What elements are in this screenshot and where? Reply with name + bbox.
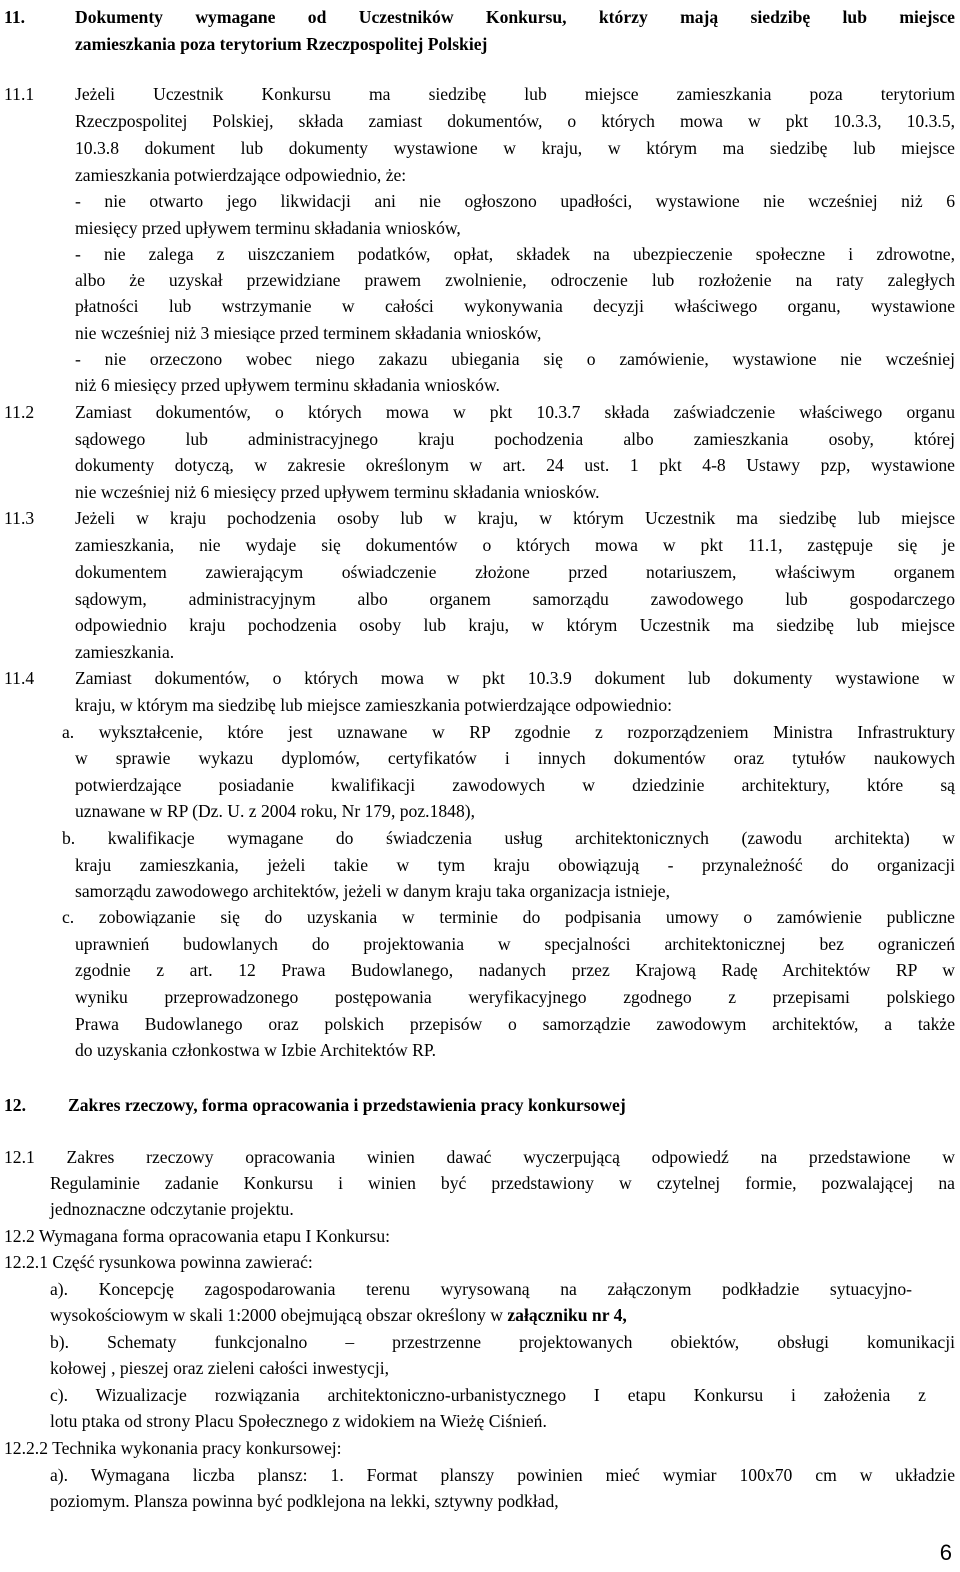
text-line <box>75 1037 436 1064</box>
text-line <box>75 798 475 825</box>
text-line <box>75 772 955 799</box>
text-line <box>50 1302 627 1329</box>
line-text: w sprawie wykazu dyplomów, certyfikatów i innych dokumentów oraz tytułów naukowych <box>75 748 955 768</box>
line-text: a). Wymagana liczba plansz: 1. Format planszy powinien mieć wymiar 100x70 cm w układzie <box>50 1465 955 1485</box>
text-line <box>75 984 955 1011</box>
text-line <box>75 452 955 479</box>
line-text: 12.2 Wymagana forma opracowania etapu I Konkursu: <box>4 1226 391 1246</box>
line-text: b. kwalifikacje wymagane do świadczenia usług architektonicznych (zawodu architekta) w <box>62 828 955 848</box>
section-number: 11.1 <box>4 84 35 104</box>
line-text: zamieszkania potwierdzające odpowiednio, że: <box>75 165 407 185</box>
text-line <box>75 162 406 189</box>
line-text: Dokumenty wymagane od Uczestników Konkursu, którzy mają siedzibę lub miejsce <box>75 7 955 27</box>
text-line <box>75 665 955 692</box>
line-text: kraju zamieszkania, jeżeli takie w tym kraju obowiązują - przynależność do organizacji <box>75 855 955 875</box>
line-text: Jeżeli w kraju pochodzenia osoby lub w kraju, w którym Uczestnik ma siedzibę lub miejsce <box>75 508 955 528</box>
text-line <box>75 81 955 108</box>
line-text: a. wykształcenie, które jest uznawane w RP zgodnie z rozporządzeniem Ministra Infrastruktury <box>62 722 955 742</box>
text-line <box>50 1355 389 1382</box>
text-line <box>50 1462 955 1489</box>
section-heading-line <box>75 4 955 31</box>
line-text: zamieszkania poza terytorium Rzeczpospolitej Polskiej <box>75 34 488 54</box>
text-line <box>75 745 955 772</box>
line-text: - nie zalega z uiszczaniem podatków, opłat, składek na ubezpieczenie społeczne i zdrowotne, <box>75 244 955 264</box>
text-line <box>50 1408 547 1435</box>
text-line <box>75 1011 955 1038</box>
line-text: c). Wizualizacje rozwiązania architektoniczno-urbanistycznego I etapu Konkursu i założenia z <box>50 1385 926 1405</box>
bold-reference: załączniku nr 4, <box>507 1305 627 1325</box>
text-line <box>50 1329 955 1356</box>
line-text: Prawa Budowlanego oraz polskich przepisów o samorządzie zawodowym architektów, a także <box>75 1014 955 1034</box>
text-line <box>4 1435 342 1462</box>
line-text: sądowym, administracyjnym albo organem samorządu zawodowego lub gospodarczego <box>75 589 955 609</box>
line-text: jednoznaczne odczytanie projektu. <box>50 1199 294 1219</box>
section-number: 12. <box>4 1095 26 1115</box>
text-line <box>75 612 955 639</box>
text-line <box>75 931 955 958</box>
line-text: b). Schematy funkcjonalno – przestrzenne projektowanych obiektów, obsługi komunikacji <box>50 1332 955 1352</box>
text-line <box>50 1196 294 1223</box>
line-text: wysokościowym w skali 1:2000 obejmującą obszar określony w <box>50 1305 503 1325</box>
section-number: 11.4 <box>4 668 35 688</box>
text-line <box>75 505 955 532</box>
text-line <box>4 1223 390 1250</box>
line-text: kołowej , pieszej oraz zieleni całości inwestycji, <box>50 1358 390 1378</box>
line-text: 10.3.8 dokument lub dokumenty wystawione w kraju, w którym ma siedzibę lub miejsce <box>75 138 955 158</box>
text-line <box>50 1276 912 1303</box>
text-line <box>75 586 955 613</box>
line-text: a). Koncepcję zagospodarowania terenu wyrysowaną na załączonym podkładzie sytuacyjno- <box>50 1279 912 1299</box>
line-text: zamieszkania. <box>75 642 175 662</box>
text-line <box>75 532 955 559</box>
text-line <box>75 692 672 719</box>
text-line <box>75 241 955 268</box>
line-text: odpowiednio kraju pochodzenia osoby lub kraju, w którym Uczestnik ma siedzibę lub miejsce <box>75 615 955 635</box>
line-text: Jeżeli Uczestnik Konkursu ma siedzibę lub miejsce zamieszkania poza terytorium <box>75 84 955 104</box>
text-line <box>75 426 955 453</box>
line-text: Zamiast dokumentów, o których mowa w pkt 10.3.7 składa zaświadczenie właściwego organu <box>75 402 955 422</box>
text-line <box>75 957 955 984</box>
section-number: 11.3 <box>4 508 35 528</box>
line-text: Zamiast dokumentów, o których mowa w pkt 10.3.9 dokument lub dokumenty wystawione w <box>75 668 955 688</box>
text-line <box>75 188 955 215</box>
line-text: lotu ptaka od strony Placu Społecznego z widokiem na Wieżę Ciśnień. <box>50 1411 547 1431</box>
text-line <box>75 559 955 586</box>
section-number: 11.2 <box>4 402 35 422</box>
text-line <box>75 852 955 879</box>
text-line <box>75 399 955 426</box>
line-text: 12.1 Zakres rzeczowy opracowania winien dawać wyczerpującą odpowiedź na przedstawione w <box>4 1147 955 1167</box>
section-heading-line <box>75 31 487 58</box>
line-text: miesięcy przed upływem terminu składania wniosków, <box>75 218 461 238</box>
line-text: nie wcześniej niż 6 miesięcy przed upływem terminu składania wniosków. <box>75 482 600 502</box>
line-text: 12.2.1 Część rysunkowa powinna zawierać: <box>4 1252 313 1272</box>
line-text: nie wcześniej niż 3 miesiące przed terminem składania wniosków, <box>75 323 542 343</box>
line-text: - nie orzeczono wobec niego zakazu ubiegania się o zamówienie, wystawione nie wcześniej <box>75 349 955 369</box>
line-text: uznawane w RP (Dz. U. z 2004 roku, Nr 179, poz.1848), <box>75 801 476 821</box>
text-line <box>62 719 955 746</box>
line-text: do uzyskania członkostwa w Izbie Architektów RP. <box>75 1040 437 1060</box>
text-line <box>75 267 955 294</box>
text-line <box>4 1249 313 1276</box>
text-line <box>75 293 955 320</box>
text-line <box>50 1382 926 1409</box>
text-line <box>75 479 600 506</box>
text-line <box>75 372 500 399</box>
line-text: kraju, w którym ma siedzibę lub miejsce zamieszkania potwierdzające odpowiednio: <box>75 695 673 715</box>
text-line <box>62 825 955 852</box>
section-heading-line <box>68 1092 626 1119</box>
line-text: uprawnień budowlanych do projektowania w specjalności architektonicznej bez ograniczeń <box>75 934 955 954</box>
line-text: niż 6 miesięcy przed upływem terminu składania wniosków. <box>75 375 500 395</box>
line-text: płatności lub wstrzymanie w całości wykonywania decyzji właściwego organu, wystawione <box>75 296 955 316</box>
line-text: samorządu zawodowego architektów, jeżeli w danym kraju taka organizacja istnieje, <box>75 881 671 901</box>
line-text: zgodnie z art. 12 Prawa Budowlanego, nadanych przez Krajową Radę Architektów RP w <box>75 960 955 980</box>
line-text: albo że uzyskał przewidziane prawem zwolnienie, odroczenie lub rozłożenie na raty zaległych <box>75 270 955 290</box>
line-text: sądowego lub administracyjnego kraju pochodzenia albo zamieszkania osoby, której <box>75 429 955 449</box>
text-line <box>75 346 955 373</box>
text-line <box>4 1144 955 1171</box>
page-number: 6 <box>939 1540 952 1565</box>
line-text: Zakres rzeczowy, forma opracowania i przedstawienia pracy konkursowej <box>68 1095 626 1115</box>
text-line <box>75 639 174 666</box>
line-text: Rzeczpospolitej Polskiej, składa zamiast dokumentów, o których mowa w pkt 10.3.3, 10.3.5, <box>75 111 955 131</box>
line-text: zamieszkania, nie wydaje się dokumentów o których mowa w pkt 11.1, zastępuje się je <box>75 535 955 555</box>
text-line <box>75 135 955 162</box>
line-text: - nie otwarto jego likwidacji ani nie ogłoszono upadłości, wystawione nie wcześniej niż 6 <box>75 191 955 211</box>
text-line <box>75 108 955 135</box>
text-line <box>75 215 461 242</box>
line-text: potwierdzające posiadanie kwalifikacji zawodowych w dziedzinie architektury, które są <box>75 775 955 795</box>
text-line <box>50 1488 559 1515</box>
line-text: 12.2.2 Technika wykonania pracy konkursowej: <box>4 1438 342 1458</box>
text-line <box>75 320 541 347</box>
text-line <box>62 904 955 931</box>
line-text: wyniku przeprowadzonego postępowania weryfikacyjnego zgodnego z przepisami polskiego <box>75 987 955 1007</box>
section-number: 11. <box>4 7 26 27</box>
text-line <box>75 878 670 905</box>
line-text: c. zobowiązanie się do uzyskania w terminie do podpisania umowy o zamówienie publiczne <box>62 907 955 927</box>
line-text: poziomym. Plansza powinna być podklejona na lekki, sztywny podkład, <box>50 1491 559 1511</box>
line-text: dokumentem zawierającym oświadczenie złożone przed notariuszem, właściwym organem <box>75 562 955 582</box>
line-text: dokumenty dotyczą, w zakresie określonym w art. 24 ust. 1 pkt 4-8 Ustawy pzp, wystawione <box>75 455 955 475</box>
line-text: Regulaminie zadanie Konkursu i winien być przedstawiony w czytelnej formie, pozwalającej na <box>50 1173 955 1193</box>
text-line <box>50 1170 955 1197</box>
